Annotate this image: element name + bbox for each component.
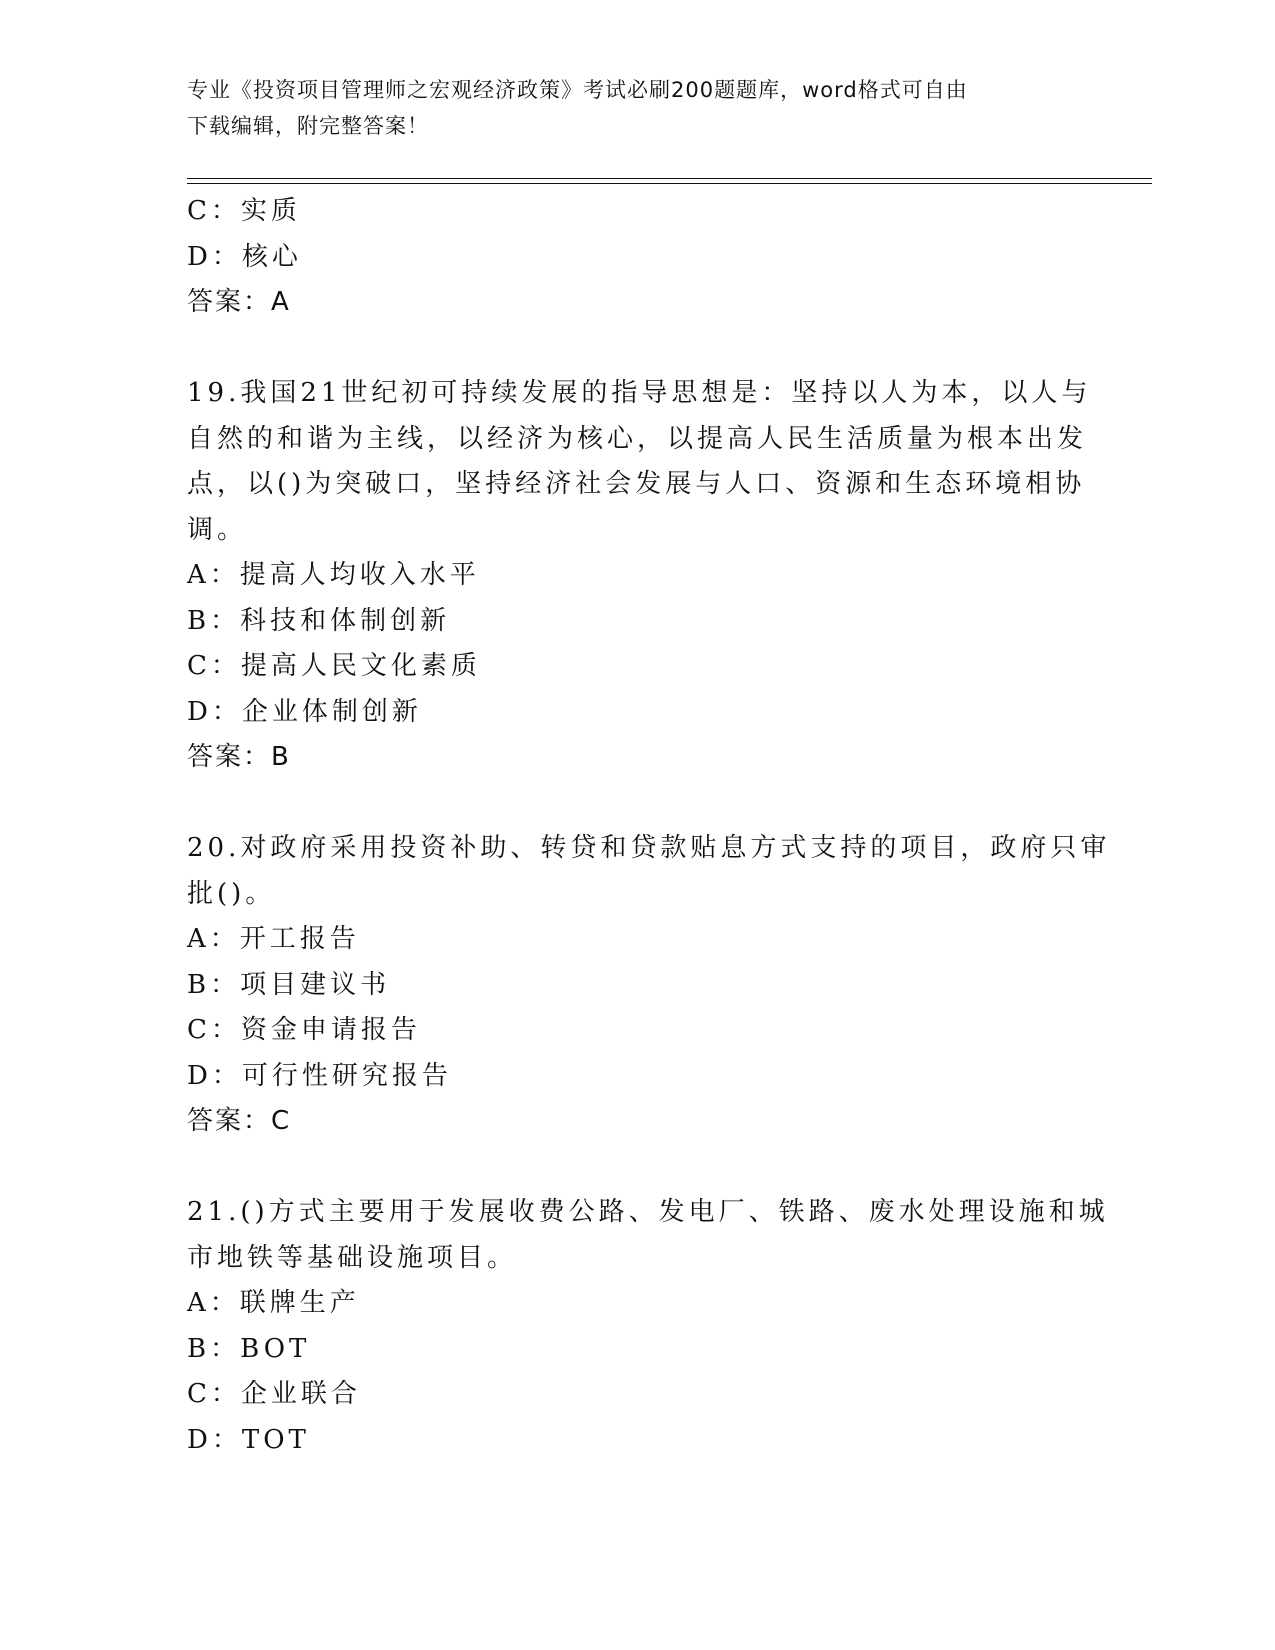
question-stem-line: 21.()方式主要用于发展收费公路、发电厂、铁路、废水处理设施和城 [187,1197,1109,1227]
option-b: B：项目建议书 [187,969,391,1000]
option-d: D：企业体制创新 [187,696,422,727]
option-b: B：BOT [187,1333,311,1364]
option-a: A：联牌生产 [187,1288,360,1318]
option-c: C：企业联合 [187,1379,361,1409]
option-a: A：开工报告 [187,924,360,954]
question-stem-line: 20.对政府采用投资补助、转贷和贷款贴息方式支持的项目，政府只审 [187,833,1111,863]
answer: 答案：C [187,1106,292,1136]
option-d: D：核心 [187,241,302,272]
question-stem-line: 点，以()为突破口，坚持经济社会发展与人口、资源和生态环境相协 [187,469,1086,499]
previous-question-tail [187,189,1087,326]
question-stem-line: 19.我国21世纪初可持续发展的指导思想是：坚持以人为本，以人与 [187,378,1092,408]
spacer [187,326,1087,372]
option-c: C：提高人民文化素质 [187,651,481,681]
option-c: C：实质 [187,196,301,226]
header-line: 下载编辑，附完整答案！ [187,114,429,138]
question-19 [187,371,1092,781]
question-stem-line: 批()。 [187,878,276,909]
question-stem-line: 自然的和谐为主线，以经济为核心，以提高人民生活质量为根本出发 [187,423,1088,454]
header-line: 专业《投资项目管理师之宏观经济政策》考试必刷200题题库，word格式可自由 [187,78,968,102]
question-stem-line: 市地铁等基础设施项目。 [187,1242,518,1273]
page-header [187,72,1067,144]
answer: 答案：B [187,742,291,772]
spacer [187,1145,1087,1191]
option-a: A：提高人均收入水平 [187,560,480,590]
answer: 答案：A [187,287,291,317]
question-21 [187,1190,1109,1463]
header-double-rule [187,178,1152,184]
question-stem-line: 调。 [187,514,248,545]
spacer [187,781,1087,827]
option-d: D：TOT [187,1424,310,1455]
option-c: C：资金申请报告 [187,1015,421,1045]
question-20 [187,826,1111,1145]
option-d: D：可行性研究报告 [187,1060,452,1091]
question-content [187,189,1111,1463]
option-b: B：科技和体制创新 [187,605,451,636]
